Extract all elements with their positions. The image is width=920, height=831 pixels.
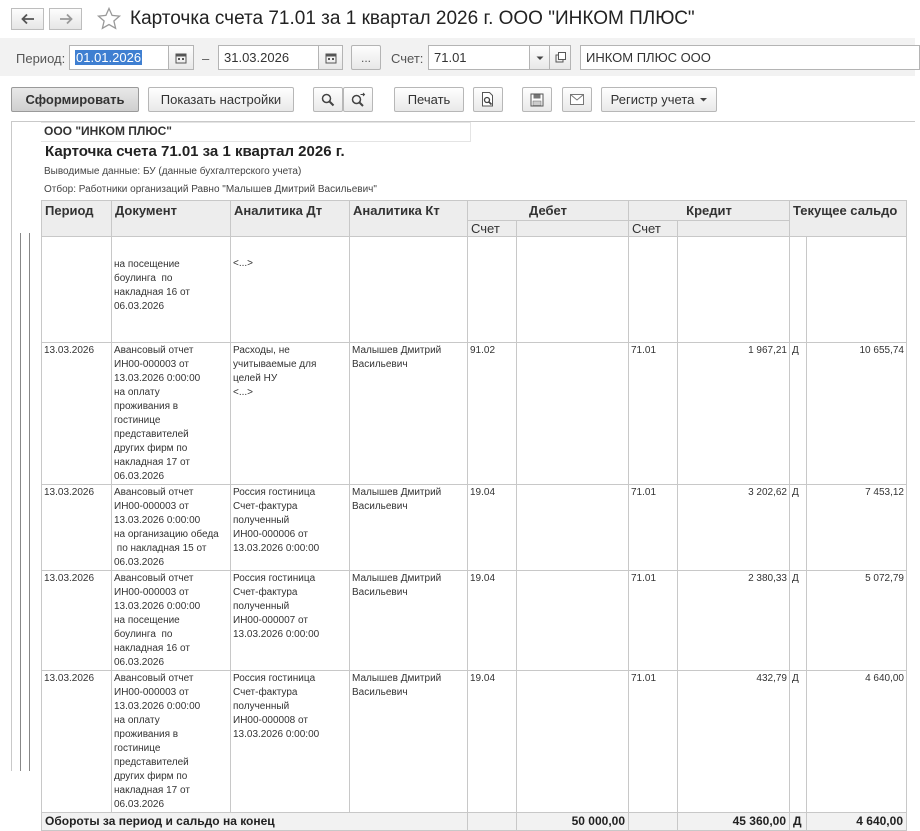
row-date: 13.03.2026 — [42, 671, 112, 813]
row-analytics-dt: Расходы, не учитываемые для целей НУ <...> — [231, 343, 350, 485]
report-company: ООО "ИНКОМ ПЛЮС" — [44, 124, 172, 138]
date-to-calendar-button[interactable] — [318, 45, 343, 70]
row-debit-amount — [517, 343, 629, 485]
envelope-icon — [570, 94, 584, 105]
row-balance: 5 072,79 — [807, 571, 907, 671]
period-label: Период: — [16, 51, 66, 66]
row-date: 13.03.2026 — [42, 485, 112, 571]
search-next-icon — [351, 93, 366, 107]
show-settings-button[interactable]: Показать настройки — [148, 87, 294, 112]
title-bar — [0, 0, 915, 38]
row-date: 13.03.2026 — [42, 571, 112, 671]
organization-value: ИНКОМ ПЛЮС ООО — [586, 50, 711, 65]
header-debit-account: Счет — [468, 221, 517, 237]
account-open-button[interactable] — [549, 45, 571, 70]
row-analytics-dt: Россия гостиница Счет-фактура полученный ИН00-000006 от 13.03.2026 0:00:00 — [231, 485, 350, 571]
account-dropdown-button[interactable] — [529, 45, 550, 70]
row-analytics-dt: Россия гостиница Счет-фактура полученный ИН00-000008 от 13.03.2026 0:00:00 — [231, 671, 350, 813]
print-preview-icon — [481, 92, 495, 107]
totals-balance: 4 640,00 — [807, 813, 907, 831]
date-from-input[interactable] — [69, 45, 169, 70]
totals-credit: 45 360,00 — [678, 813, 790, 831]
row-credit-amount: 2 380,33 — [678, 571, 790, 671]
row-credit-account: 71.01 — [629, 343, 678, 485]
table-row[interactable] — [42, 485, 907, 571]
header-row — [42, 201, 907, 221]
row-balance-side: Д — [790, 343, 807, 485]
dropdown-arrow-icon — [536, 55, 544, 61]
row-credit-amount: 1 967,21 — [678, 343, 790, 485]
row-analytics-kt: Малышев Дмитрий Васильевич — [350, 571, 468, 671]
totals-row — [42, 813, 907, 831]
totals-debit: 50 000,00 — [517, 813, 629, 831]
date-from-calendar-button[interactable] — [168, 45, 194, 70]
date-to-input[interactable] — [218, 45, 319, 70]
row-debit-amount — [517, 571, 629, 671]
save-button[interactable] — [522, 87, 552, 112]
row-credit-amount: 432,79 — [678, 671, 790, 813]
chevron-down-icon — [700, 97, 707, 102]
header-debit-amount — [517, 221, 629, 237]
header-balance: Текущее сальдо — [790, 201, 907, 237]
report-filter-line: Отбор: Работники организаций Равно "Малышев Дмитрий Васильевич" — [44, 184, 377, 195]
period-select-button[interactable]: ... — [351, 45, 381, 70]
partial-document: на посещение боулинга по накладная 16 от 06.03.2026 — [114, 259, 190, 312]
row-debit-account: 19.04 — [468, 671, 517, 813]
row-analytics-kt: Малышев Дмитрий Васильевич — [350, 671, 468, 813]
row-credit-account: 71.01 — [629, 571, 678, 671]
row-debit-amount — [517, 485, 629, 571]
organization-input[interactable] — [580, 45, 920, 70]
register-dropdown-button[interactable] — [601, 87, 717, 112]
account-label: Счет: — [391, 51, 424, 66]
back-button[interactable] — [11, 8, 44, 30]
header-credit: Кредит — [629, 201, 790, 221]
header-document: Документ — [112, 201, 231, 237]
grouping-gutter — [11, 233, 41, 771]
row-analytics-dt: Россия гостиница Счет-фактура полученный ИН00-000007 от 13.03.2026 0:00:00 — [231, 571, 350, 671]
arrow-right-icon — [59, 13, 73, 25]
row-credit-amount: 3 202,62 — [678, 485, 790, 571]
date-to-value: 31.03.2026 — [224, 50, 290, 65]
row-date: 13.03.2026 — [42, 343, 112, 485]
row-debit-account: 19.04 — [468, 485, 517, 571]
search-next-button[interactable] — [343, 87, 373, 112]
register-label: Регистр учета — [610, 92, 695, 107]
table-row[interactable] — [42, 671, 907, 813]
totals-label: Обороты за период и сальдо на конец — [42, 813, 468, 831]
report-title: Карточка счета 71.01 за 1 квартал 2026 г. — [45, 143, 345, 160]
totals-debit-account — [468, 813, 517, 831]
calendar-icon — [325, 52, 337, 64]
row-debit-account: 91.02 — [468, 343, 517, 485]
row-document: Авансовый отчет ИН00-000003 от 13.03.2026 0:00:00 на посещение боулинга по накладная 16 от 06.03.2026 — [112, 571, 231, 671]
header-analytics-kt: Аналитика Кт — [350, 201, 468, 237]
star-icon[interactable] — [96, 6, 122, 32]
report-table — [41, 200, 907, 831]
search-icon — [321, 93, 335, 107]
header-analytics-dt: Аналитика Дт — [231, 201, 350, 237]
row-credit-account: 71.01 — [629, 485, 678, 571]
table-row[interactable] — [42, 571, 907, 671]
save-icon — [530, 93, 544, 107]
send-email-button[interactable] — [562, 87, 592, 112]
row-balance: 4 640,00 — [807, 671, 907, 813]
header-credit-account: Счет — [629, 221, 678, 237]
row-debit-account: 19.04 — [468, 571, 517, 671]
row-credit-account: 71.01 — [629, 671, 678, 813]
row-document: Авансовый отчет ИН00-000003 от 13.03.2026 0:00:00 на оплату проживания в гостинице представителей других фирм по накладная 17 от 06.03.2026 — [112, 671, 231, 813]
preview-button[interactable] — [473, 87, 503, 112]
generate-button[interactable]: Сформировать — [11, 87, 139, 112]
arrow-left-icon — [21, 13, 35, 25]
row-analytics-kt: Малышев Дмитрий Васильевич — [350, 485, 468, 571]
open-form-icon — [555, 52, 566, 63]
header-debit: Дебет — [468, 201, 629, 221]
totals-balance-side: Д — [790, 813, 807, 831]
row-balance: 10 655,74 — [807, 343, 907, 485]
row-analytics-kt: Малышев Дмитрий Васильевич — [350, 343, 468, 485]
window-title: Карточка счета 71.01 за 1 квартал 2026 г. ООО "ИНКОМ ПЛЮС" — [130, 8, 695, 29]
row-balance-side: Д — [790, 485, 807, 571]
search-button[interactable] — [313, 87, 343, 112]
row-document: Авансовый отчет ИН00-000003 от 13.03.2026 0:00:00 на оплату проживания в гостинице представителей других фирм по накладная 17 от 06.03.2026 — [112, 343, 231, 485]
row-balance-side: Д — [790, 571, 807, 671]
row-debit-amount — [517, 671, 629, 813]
row-balance-side: Д — [790, 671, 807, 813]
table-row[interactable] — [42, 343, 907, 485]
table-row-partial — [42, 237, 907, 343]
period-dash: – — [202, 51, 210, 66]
partial-analytics-dt: <...> — [233, 258, 254, 269]
header-period: Период — [42, 201, 112, 237]
calendar-icon — [175, 52, 187, 64]
account-value: 71.01 — [434, 50, 467, 65]
date-from-value: 01.01.2026 — [76, 50, 142, 65]
print-button[interactable]: Печать — [394, 87, 464, 112]
row-document: Авансовый отчет ИН00-000003 от 13.03.2026 0:00:00 на организацию обеда по накладная 15 от 06.03.2026 — [112, 485, 231, 571]
header-credit-amount — [678, 221, 790, 237]
forward-button[interactable] — [49, 8, 82, 30]
row-balance: 7 453,12 — [807, 485, 907, 571]
totals-credit-account — [629, 813, 678, 831]
report-data-line: Выводимые данные: БУ (данные бухгалтерского учета) — [44, 166, 302, 177]
account-input[interactable] — [428, 45, 530, 70]
